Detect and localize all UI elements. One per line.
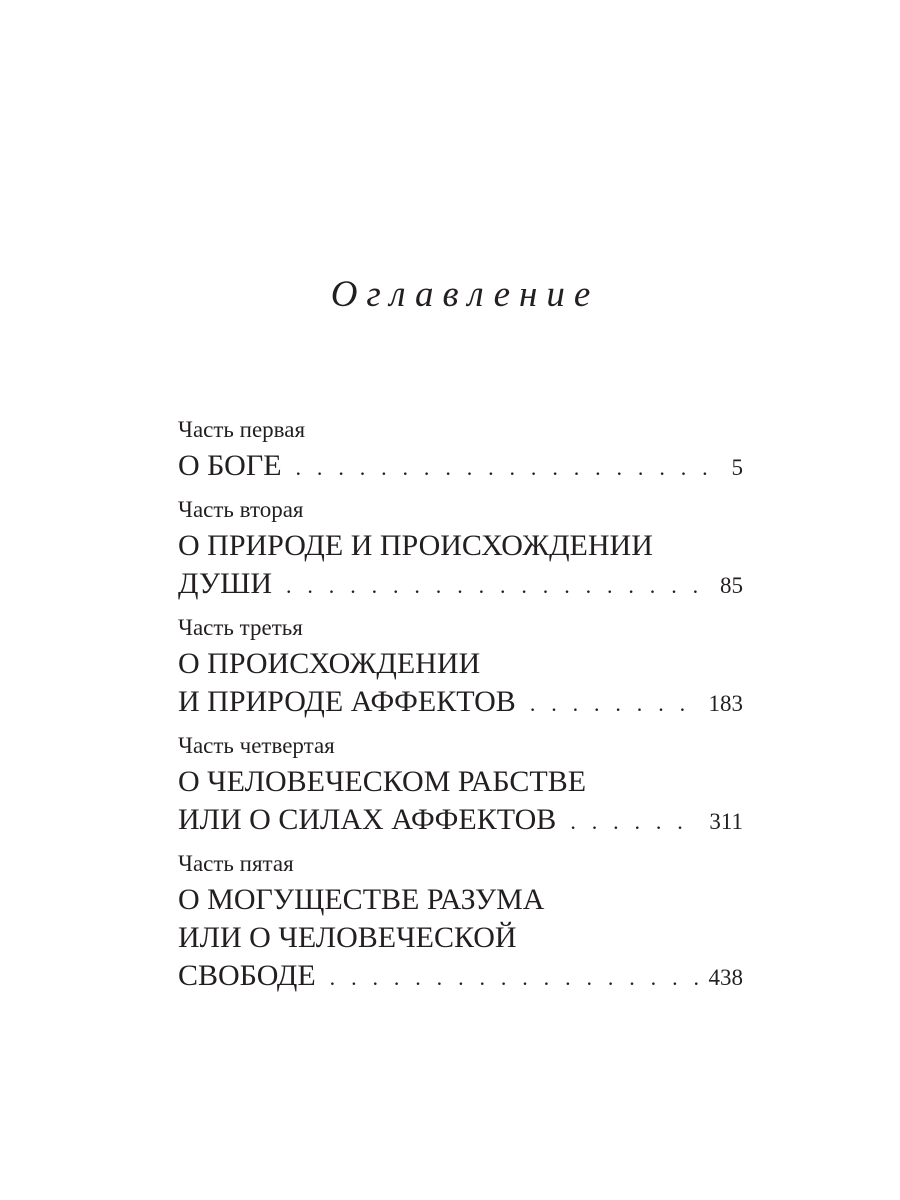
page-number: 5 [731,455,743,480]
part-title-line [178,683,743,721]
part-title-line [178,447,743,485]
part-title-line: О ПРИРОДЕ И ПРОИСХОЖДЕНИИ [178,529,653,562]
page-number: 183 [708,691,743,716]
part-title-line: О МОГУЩЕСТВЕ РАЗУМА [178,883,545,916]
table-of-contents [178,412,743,1002]
toc-entry-part-3 [178,610,743,721]
page-number: 438 [708,965,743,990]
page-number: 85 [720,573,743,598]
part-label: Часть пятая [178,851,294,876]
toc-entry-part-4 [178,728,743,839]
part-label: Часть четвертая [178,733,335,758]
part-title-text: И ПРИРОДЕ АФФЕКТОВ [178,685,516,718]
part-title-line [178,565,743,603]
toc-entry-part-1 [178,412,743,485]
part-title-line: ИЛИ О ЧЕЛОВЕЧЕСКОЙ [178,921,517,954]
page-number: 311 [709,809,743,834]
part-title-text: ДУШИ [178,567,272,600]
dot-leader [330,959,699,997]
dot-leader [296,449,722,487]
part-label: Часть вторая [178,497,304,522]
toc-entry-part-2 [178,492,743,603]
part-title-line [178,957,743,995]
part-title-text: ИЛИ О СИЛАХ АФФЕКТОВ [178,803,557,836]
part-label: Часть первая [178,417,306,442]
page-title: Оглавление [330,274,600,315]
dot-leader [570,803,699,841]
part-label: Часть третья [178,615,303,640]
part-title-line: О ЧЕЛОВЕЧЕСКОМ РАБСТВЕ [178,765,587,798]
part-title-line [178,801,743,839]
part-title-text: О БОГЕ [178,449,282,482]
part-title-line: О ПРОИСХОЖДЕНИИ [178,647,481,680]
dot-leader [530,685,699,723]
toc-entry-part-5 [178,846,743,995]
part-title-text: СВОБОДЕ [178,959,316,992]
dot-leader [286,567,710,605]
